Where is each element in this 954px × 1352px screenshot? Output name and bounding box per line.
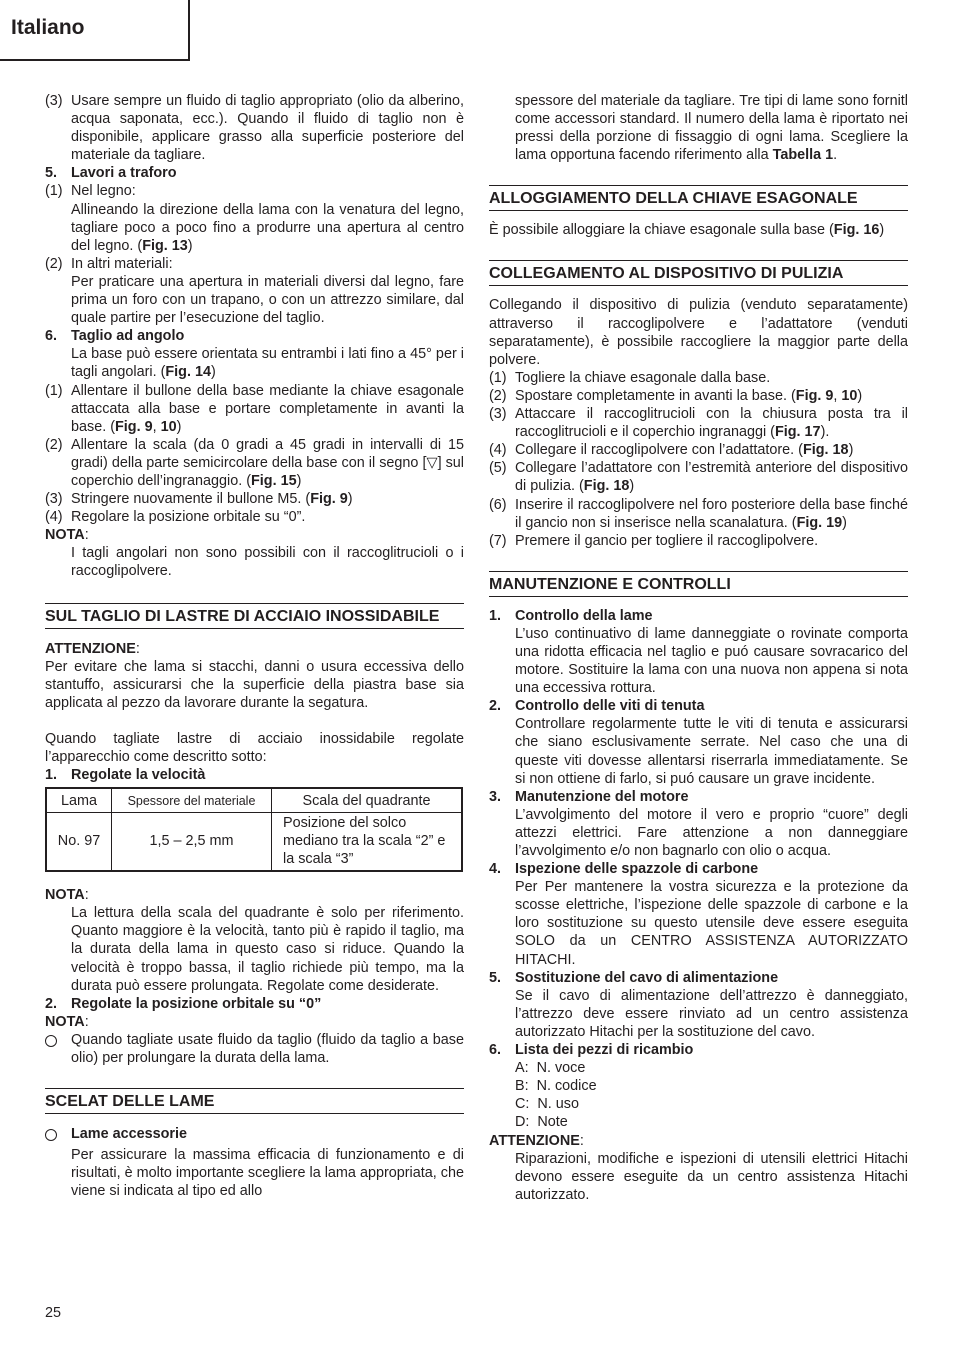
blade-selection-continued: spessore del materiale da tagliare. Tre tipi di lame sono fornitl come accessori standard. Il numero della lama è riportato nei pressi della porzione di fissaggio di ogni lama. Scegliere la lama opportuna facendo riferimento alla Tabella 1. xyxy=(515,93,908,164)
section-body: L’uso continuativo di lame danneggiate o rovinate comporta una ridotta efficacia nel taglio e puó causare sovracarico del motore. Sostituire la lama con una nuova non appena si nota una eccessiva rottura. xyxy=(515,625,908,697)
parts-list-item: A: N. voce xyxy=(515,1060,586,1077)
warning-body: Riparazioni, modifiche e ispezioni di utensili elettrici Hitachi devono essere eseguite da un centro assistenza Hitachi autorizzato. xyxy=(515,1150,908,1203)
note-body: La lettura della scala del quadrante è solo per riferimento. Quanto maggiore è la velocità, tanto più è rapido il taglio, ma la durata della lama in questo caso si riduce. Quando la velocità è troppo bassa, il taglio richiede più tempo, ma la durata può essere prolungata. Regolate come desiderate. xyxy=(71,905,464,994)
dust-intro: Collegando il dispositivo di pulizia (venduto separatamente) attraverso il raccoglipolvere e l’adattatore (venduti separatamente), è possibile raccogliere la maggior parte della polvere. xyxy=(489,297,908,368)
section-body: Se il cavo di alimentazione dell’attrezzo è danneggiato, l’attrezzo deve essere rinviato ad un centro assistenza autorizzato Hitachi per la sostituzione del cavo. xyxy=(515,987,908,1040)
section-body: L’avvolgimento del motore il vero e proprio “cuore” degli attezzi elettrici. Fare attenzione a non danneggiare l’avvolgimento e/o non bagnarlo con olio o acqua. xyxy=(515,806,908,859)
list-item: (7) Premere il gancio per togliere il raccoglipolvere. xyxy=(489,532,819,549)
left-column xyxy=(45,92,464,1201)
language-tab xyxy=(0,0,190,61)
list-item: (5) Collegare l’adattatore con l’estremità anteriore del dispositivo di pulizia. (Fig. 18) xyxy=(489,460,908,495)
section-title: 4. Ispezione delle spazzole di carbone xyxy=(489,861,759,878)
note-label: NOTA: xyxy=(45,1013,89,1030)
section-title: 2. Regolate la posizione orbitale su “0” xyxy=(45,995,322,1012)
section-title: 6. Taglio ad angolo xyxy=(45,328,185,345)
list-item: (6) Inserire il raccoglipolvere nel foro posteriore della base finché il gancio non si inserisce nella scanalatura. (Fig. 19) xyxy=(489,496,908,531)
list-item: (3) Attaccare il raccoglitrucioli con la chiusura posta tra il raccoglitrucioli e il coperchio ingranaggi (Fig. 17). xyxy=(489,406,908,441)
parts-list-item: C: N. uso xyxy=(515,1096,579,1113)
table-header: Lama xyxy=(46,788,112,813)
list-item: (3) Stringere nuovamente il bullone M5. (Fig. 9) xyxy=(45,491,353,508)
section-title: 2. Controllo delle viti di tenuta xyxy=(489,698,705,715)
steel-intro: Quando tagliate lastre di acciaio inossidabile regolate l’apparecchio come descritto sotto: xyxy=(45,730,464,765)
section-title: 6. Lista dei pezzi di ricambio xyxy=(489,1042,694,1059)
list-item: Lame accessorie xyxy=(45,1125,464,1146)
speed-table xyxy=(45,787,463,872)
list-item: (2) In altri materiali: xyxy=(45,255,173,272)
table-cell: 1,5 – 2,5 mm xyxy=(112,813,272,872)
list-item: (2) Allentare la scala (da 0 gradi a 45 gradi in intervalli di 15 gradi) della parte semicircolare della base con il segno [▽] sul coperchio dell’ingranaggio. (Fig. 15) xyxy=(45,436,464,489)
parts-list-item: D: Note xyxy=(515,1114,568,1131)
list-item: (4) Collegare il raccoglipolvere con l’adattatore. (Fig. 18) xyxy=(489,442,854,459)
warning-label: ATTENZIONE: xyxy=(45,640,140,657)
heading-hex-wrench-storage: ALLOGGIAMENTO DELLA CHIAVE ESAGONALE xyxy=(489,185,908,211)
table-cell: No. 97 xyxy=(46,813,112,872)
section-body: Per Per mantenere la vostra sicurezza e la protezione da scosse elettriche, l’ispezione delle spazzole di carbone e la loro sostituzione su questo utensile deve essere eseguita SOLO da un CENTRO ASSISTENZA AUTORIZZATO HITACHI. xyxy=(515,879,908,968)
table-header: Scala del quadrante xyxy=(272,788,463,813)
list-item: (1) Allentare il bullone della base mediante la chiave esagonale attaccata alla base e portare completamente in avanti la base. (Fig. 9, 10) xyxy=(45,382,464,435)
table-cell: Posizione del solco mediano tra la scala “2” e la scala “3” xyxy=(272,813,463,872)
list-item: (2) Spostare completamente in avanti la base. (Fig. 9, 10) xyxy=(489,387,863,404)
list-item: (1) Togliere la chiave esagonale dalla base. xyxy=(489,369,771,386)
table-header-row xyxy=(46,788,462,813)
page-number: 25 xyxy=(45,1305,62,1321)
note-label: NOTA: xyxy=(45,887,89,904)
right-column xyxy=(489,92,908,1204)
language-title: Italiano xyxy=(11,16,85,39)
list-item-body: Allineando la direzione della lama con la venatura del legno, tagliare poco a poco fino a produrre una apertura al centro del legno. (Fig. 13) xyxy=(71,201,464,254)
section-body: La base può essere orientata su entrambi i lati fino a 45° per i tagli angolari. (Fig. 14) xyxy=(71,346,464,381)
bullet-circle-icon xyxy=(45,1035,57,1047)
section-title: 3. Manutenzione del motore xyxy=(489,788,689,805)
hex-wrench-body: È possibile alloggiare la chiave esagonale sulla base (Fig. 16) xyxy=(489,222,885,239)
note-body: I tagli angolari non sono possibili con il raccoglitrucioli o i raccoglipolvere. xyxy=(71,545,464,580)
list-item: Quando tagliate usate fluido da taglio (fluido da taglio a base olio) per prolungare la durata della lama. xyxy=(45,1031,464,1067)
list-item: (4) Regolare la posizione orbitale su “0”. xyxy=(45,509,306,526)
table-header: Spessore del materiale xyxy=(112,788,272,813)
section-title: 5. Sostituzione del cavo di alimentazione xyxy=(489,969,779,986)
heading-dust-collection: COLLEGAMENTO AL DISPOSITIVO DI PULIZIA xyxy=(489,260,908,286)
table-row xyxy=(46,813,462,872)
parts-list-item: B: N. codice xyxy=(515,1078,597,1095)
heading-maintenance: MANUTENZIONE E CONTROLLI xyxy=(489,571,908,597)
list-item: (1) Nel legno: xyxy=(45,183,136,200)
section-title: 1. Regolate la velocità xyxy=(45,767,206,784)
heading-stainless-steel: SUL TAGLIO DI LASTRE DI ACCIAIO INOSSIDABILE xyxy=(45,603,464,629)
warning-label: ATTENZIONE: xyxy=(489,1132,584,1149)
bullet-circle-icon xyxy=(45,1129,57,1141)
section-title: 5. Lavori a traforo xyxy=(45,165,177,182)
note-label: NOTA: xyxy=(45,527,89,544)
section-body: Controllare regolarmente tutte le viti di tenuta e assicurarsi che siano esclusivamente serrate. Nel caso che una di queste viti dovesse allentarsi riserrarla immediatamente. Se si non ottiene di farlo, si puó causare un grave incidente. xyxy=(515,716,908,787)
list-item: (3) Usare sempre un fluido di taglio appropriato (olio da alberino, acqua saponata, ecc.). Quando il fluido di taglio non è disponibile, applicare grasso alla superficie posteriore del materiale da tagliare. xyxy=(45,93,464,164)
list-item-body: Per assicurare la massima efficacia di funzionamento e di risultati, è molto importante scegliere la lama appropriata, che viene si indicata al tipo ed allo xyxy=(71,1147,464,1200)
list-item-body: Per praticare una apertura in materiali diversi dal legno, fare prima un foro con un trapano, o con un attrezzo similare, dal quale partire per l’esecuzione del taglio. xyxy=(71,273,464,327)
section-title: 1. Controllo della lame xyxy=(489,607,653,624)
warning-body: Per evitare che lama si stacchi, danni o usura eccessiva dello stantuffo, assicurarsi che la superficie della piastra base sia applicata al pezzo da lavorare durante la segatura. xyxy=(45,658,464,711)
heading-blade-selection: SCELAT DELLE LAME xyxy=(45,1088,464,1114)
